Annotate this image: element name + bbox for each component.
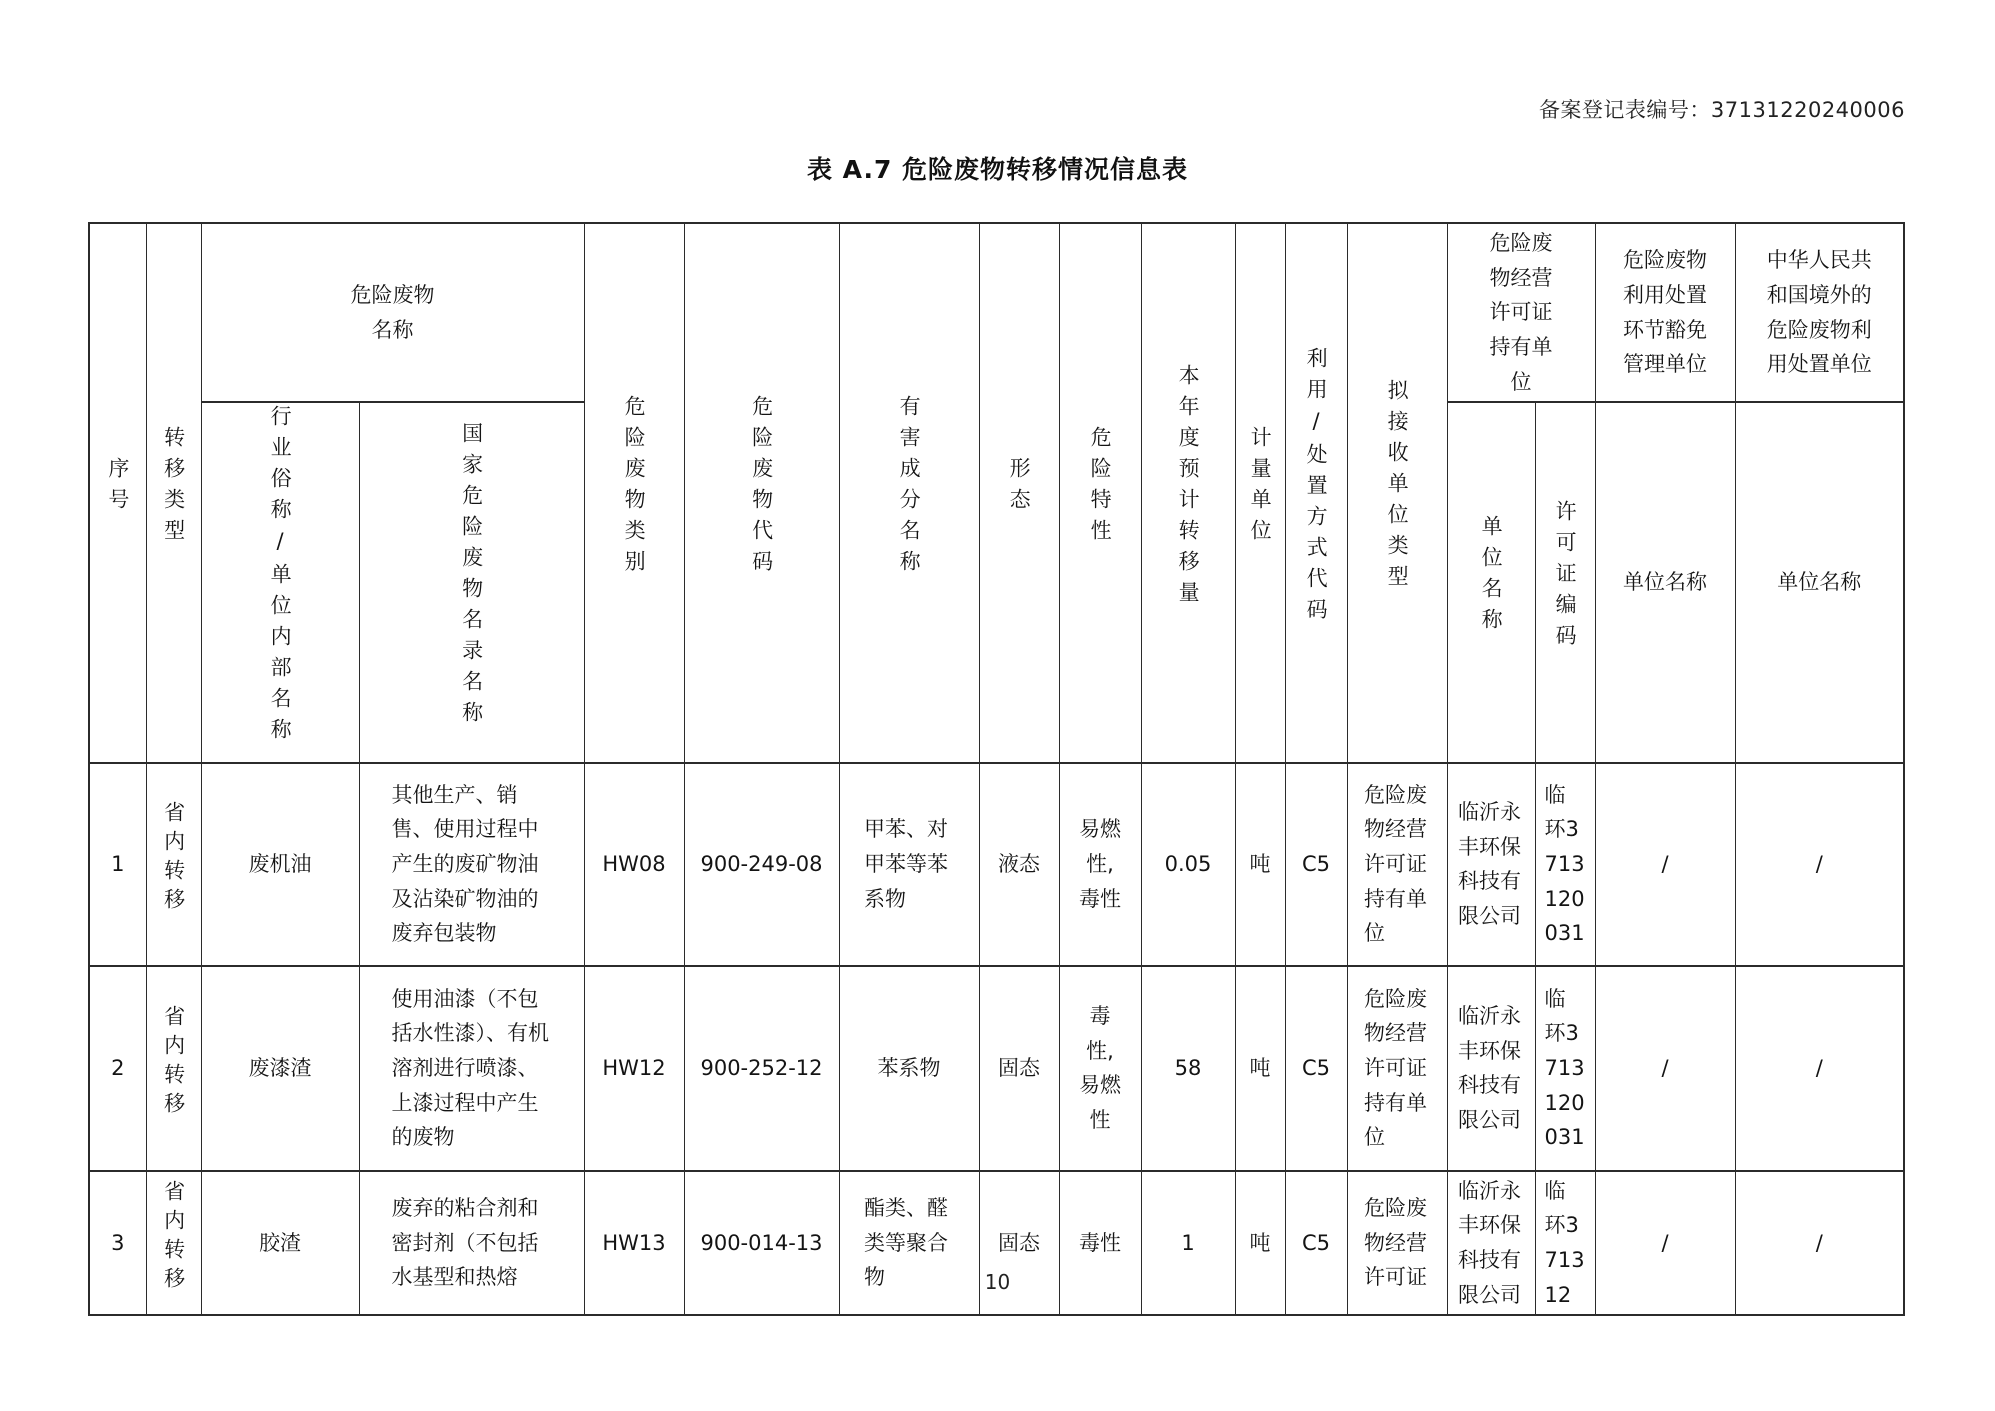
col-header-amount: 本年度预计转移量 <box>1141 223 1235 763</box>
cell-seq: 1 <box>89 763 146 966</box>
cell-receiver-type: 危险废物经营许可证 <box>1347 1171 1447 1316</box>
cell-exempt-unit: / <box>1595 763 1735 966</box>
col-header-code: 危险废物代码 <box>684 223 839 763</box>
cell-harmful: 甲苯、对甲苯等苯系物 <box>839 763 979 966</box>
cell-receiver-type: 危险废物经营许可证持有单位 <box>1347 763 1447 966</box>
col-header-harmful: 有害成分名称 <box>839 223 979 763</box>
cell-amount: 0.05 <box>1141 763 1235 966</box>
cell-receiver-name: 临沂永丰环保科技有限公司 <box>1447 966 1535 1171</box>
cell-form: 固态 <box>979 966 1059 1171</box>
cell-common-name: 废漆渣 <box>201 966 359 1171</box>
page-title: 表 A.7 危险废物转移情况信息表 <box>806 155 1189 184</box>
cell-exempt-unit: / <box>1595 966 1735 1171</box>
cell-form: 固态 <box>979 1171 1059 1316</box>
page-number: 10 <box>984 1270 1011 1294</box>
cell-category: HW08 <box>584 763 684 966</box>
cell-overseas-unit: / <box>1735 966 1904 1171</box>
col-header-receiver-type: 拟接收单位类型 <box>1347 223 1447 763</box>
cell-code: 900-249-08 <box>684 763 839 966</box>
col-group-waste-name: 危险废物名称 <box>201 223 584 402</box>
cell-license-code: 临环3713120031 <box>1535 966 1595 1171</box>
cell-unit: 吨 <box>1235 1171 1285 1316</box>
cell-category: HW13 <box>584 1171 684 1316</box>
cell-disposal-code: C5 <box>1285 966 1347 1171</box>
col-header-overseas-unit-name: 单位名称 <box>1735 402 1904 763</box>
cell-catalog-name: 其他生产、销售、使用过程中产生的废矿物油及沾染矿物油的废弃包装物 <box>359 763 584 966</box>
registration-number: 备案登记表编号：37131220240006 <box>1538 98 1905 122</box>
col-header-industry-name: 行业俗称/单位内部名称 <box>201 402 359 763</box>
col-group-license-holder: 危险废物经营许可证持有单位 <box>1447 223 1595 402</box>
cell-overseas-unit: / <box>1735 763 1904 966</box>
cell-form: 液态 <box>979 763 1059 966</box>
cell-transfer-type: 省内转移 <box>146 1171 201 1316</box>
cell-overseas-unit: / <box>1735 1171 1904 1316</box>
col-header-seq: 序号 <box>89 223 146 763</box>
cell-receiver-name: 临沂永丰环保科技有限公司 <box>1447 763 1535 966</box>
cell-license-code: 临环3713120031 <box>1535 763 1595 966</box>
cell-common-name: 废机油 <box>201 763 359 966</box>
col-group-exempt-unit: 危险废物利用处置环节豁免管理单位 <box>1595 223 1735 402</box>
cell-catalog-name: 使用油漆（不包括水性漆）、有机溶剂进行喷漆、上漆过程中产生的废物 <box>359 966 584 1171</box>
table-row <box>89 966 1904 1171</box>
cell-catalog-name: 废弃的粘合剂和密封剂（不包括水基型和热熔 <box>359 1171 584 1316</box>
cell-license-code: 临环371312 <box>1535 1171 1595 1316</box>
cell-hazard: 毒性,易燃性 <box>1059 966 1141 1171</box>
col-header-license-code: 许可证编码 <box>1535 402 1595 763</box>
cell-hazard: 易燃性,毒性 <box>1059 763 1141 966</box>
col-header-catalog-name: 国家危险废物名录名称 <box>359 402 584 763</box>
cell-seq: 3 <box>89 1171 146 1316</box>
cell-receiver-type: 危险废物经营许可证持有单位 <box>1347 966 1447 1171</box>
cell-unit: 吨 <box>1235 763 1285 966</box>
cell-amount: 1 <box>1141 1171 1235 1316</box>
cell-harmful: 酯类、醛类等聚合物 <box>839 1171 979 1316</box>
col-header-holder-unit-name: 单位名称 <box>1447 402 1535 763</box>
cell-disposal-code: C5 <box>1285 763 1347 966</box>
cell-disposal-code: C5 <box>1285 1171 1347 1316</box>
cell-unit: 吨 <box>1235 966 1285 1171</box>
cell-transfer-type: 省内转移 <box>146 966 201 1171</box>
col-header-unit: 计量单位 <box>1235 223 1285 763</box>
cell-seq: 2 <box>89 966 146 1171</box>
cell-amount: 58 <box>1141 966 1235 1171</box>
cell-code: 900-252-12 <box>684 966 839 1171</box>
cell-harmful: 苯系物 <box>839 966 979 1171</box>
cell-category: HW12 <box>584 966 684 1171</box>
col-header-category: 危险废物类别 <box>584 223 684 763</box>
cell-common-name: 胶渣 <box>201 1171 359 1316</box>
table-row <box>89 763 1904 966</box>
header-row-groups <box>89 223 1904 402</box>
cell-code: 900-014-13 <box>684 1171 839 1316</box>
col-group-overseas-unit: 中华人民共和国境外的危险废物利用处置单位 <box>1735 223 1904 402</box>
col-header-exempt-unit-name: 单位名称 <box>1595 402 1735 763</box>
cell-exempt-unit: / <box>1595 1171 1735 1316</box>
col-header-disposal-code: 利用/处置方式代码 <box>1285 223 1347 763</box>
col-header-transfer-type: 转移类型 <box>146 223 201 763</box>
col-header-hazard: 危险特性 <box>1059 223 1141 763</box>
col-header-form: 形态 <box>979 223 1059 763</box>
cell-transfer-type: 省内转移 <box>146 763 201 966</box>
hazardous-waste-transfer-table <box>88 222 1905 1316</box>
cell-hazard: 毒性 <box>1059 1171 1141 1316</box>
cell-receiver-name: 临沂永丰环保科技有限公司 <box>1447 1171 1535 1316</box>
